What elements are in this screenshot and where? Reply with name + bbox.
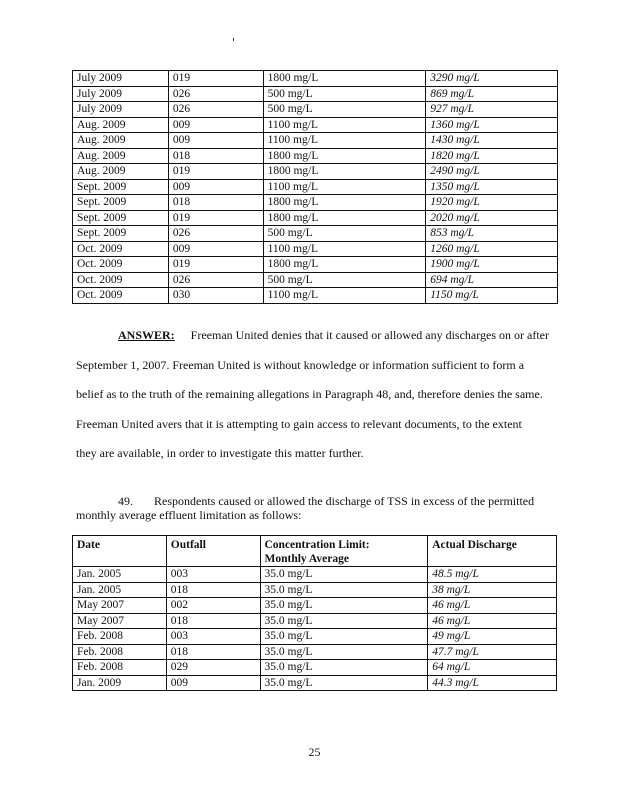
table-row <box>73 288 558 304</box>
cell-date: Jan. 2005 <box>73 582 167 598</box>
cell-date: July 2009 <box>73 71 169 87</box>
cell-date: Sept. 2009 <box>73 195 169 211</box>
header-concentration-limit <box>260 536 428 567</box>
cell-limit: 1800 mg/L <box>263 195 426 211</box>
cell-date: May 2007 <box>73 613 167 629</box>
answer-line-4: Freeman United avers that it is attempting to gain access to relevant documents, to the extent <box>76 416 522 431</box>
cell-date: Feb. 2008 <box>73 629 167 645</box>
cell-limit: 500 mg/L <box>263 102 426 118</box>
cell-limit: 35.0 mg/L <box>260 660 428 676</box>
answer-line-3: belief as to the truth of the remaining allegations in Paragraph 48, and, therefore denies the same. <box>76 387 543 401</box>
cell-outfall: 019 <box>168 257 263 273</box>
header-outfall: Outfall <box>166 536 260 567</box>
table-header <box>73 536 557 567</box>
answer-line-2: September 1, 2007. Freeman United is without knowledge or information sufficient to form a <box>76 357 525 372</box>
table-row <box>73 598 557 614</box>
cell-date: Sept. 2009 <box>73 210 169 226</box>
paragraph-text: Respondents caused or allowed the discharge of TSS in excess of the permitted <box>154 494 535 508</box>
cell-outfall: 009 <box>168 241 263 257</box>
discharge-table-paragraph-49 <box>72 535 557 691</box>
cell-outfall: 026 <box>168 226 263 242</box>
cell-outfall: 018 <box>168 195 263 211</box>
paragraph-49-line-2: monthly average effluent limitation as follows: <box>76 508 302 522</box>
answer-label: ANSWER: <box>118 328 175 342</box>
cell-actual: 46 mg/L <box>428 613 557 629</box>
cell-actual: 1900 mg/L <box>426 257 558 273</box>
cell-actual: 48.5 mg/L <box>428 567 557 583</box>
table-row <box>73 567 557 583</box>
table-row <box>73 644 557 660</box>
cell-date: Oct. 2009 <box>73 288 169 304</box>
cell-date: Aug. 2009 <box>73 117 169 133</box>
paragraph-number: 49. <box>118 494 133 508</box>
cell-actual: 1820 mg/L <box>426 148 558 164</box>
cell-outfall: 018 <box>166 613 260 629</box>
cell-actual: 853 mg/L <box>426 226 558 242</box>
cell-actual: 1260 mg/L <box>426 241 558 257</box>
cell-outfall: 018 <box>166 644 260 660</box>
table-row <box>73 226 558 242</box>
cell-limit: 35.0 mg/L <box>260 675 428 691</box>
cell-date: July 2009 <box>73 102 169 118</box>
discharge-table-paragraph-48 <box>72 70 558 304</box>
header-limit-line-2: Monthly Average <box>264 553 349 565</box>
cell-outfall: 009 <box>168 117 263 133</box>
cell-date: Sept. 2009 <box>73 179 169 195</box>
header-limit-line-1: Concentration Limit: <box>264 539 370 551</box>
table-body <box>73 567 557 691</box>
table-row <box>73 582 557 598</box>
cell-limit: 35.0 mg/L <box>260 598 428 614</box>
cell-outfall: 009 <box>168 179 263 195</box>
cell-outfall: 019 <box>168 164 263 180</box>
cell-actual: 49 mg/L <box>428 629 557 645</box>
cell-limit: 35.0 mg/L <box>260 567 428 583</box>
table-body <box>73 71 558 304</box>
table-row <box>73 164 558 180</box>
cell-actual: 1920 mg/L <box>426 195 558 211</box>
cell-actual: 869 mg/L <box>426 86 558 102</box>
header-row <box>73 536 557 567</box>
cell-outfall: 030 <box>168 288 263 304</box>
cell-date: Sept. 2009 <box>73 226 169 242</box>
cell-actual: 1350 mg/L <box>426 179 558 195</box>
cell-actual: 44.3 mg/L <box>428 675 557 691</box>
table-row <box>73 71 558 87</box>
header-date: Date <box>73 536 167 567</box>
table-row <box>73 660 557 676</box>
cell-actual: 1430 mg/L <box>426 133 558 149</box>
table-row <box>73 613 557 629</box>
cell-date: Aug. 2009 <box>73 164 169 180</box>
cell-limit: 35.0 mg/L <box>260 629 428 645</box>
cell-actual: 1360 mg/L <box>426 117 558 133</box>
cell-date: Feb. 2008 <box>73 644 167 660</box>
cell-date: May 2007 <box>73 598 167 614</box>
cell-date: Jan. 2009 <box>73 675 167 691</box>
cell-actual: 1150 mg/L <box>426 288 558 304</box>
cell-outfall: 002 <box>166 598 260 614</box>
table-row <box>73 272 558 288</box>
table-row <box>73 629 557 645</box>
cell-date: Oct. 2009 <box>73 257 169 273</box>
cell-actual: 64 mg/L <box>428 660 557 676</box>
cell-limit: 1100 mg/L <box>263 133 426 149</box>
table-row <box>73 179 558 195</box>
table-row <box>73 117 558 133</box>
table-row <box>73 133 558 149</box>
cell-limit: 500 mg/L <box>263 226 426 242</box>
cell-limit: 1800 mg/L <box>263 148 426 164</box>
table-row <box>73 241 558 257</box>
answer-text: Freeman United denies that it caused or allowed any discharges on or after <box>190 328 549 342</box>
cell-limit: 35.0 mg/L <box>260 582 428 598</box>
cell-limit: 1100 mg/L <box>263 179 426 195</box>
cell-date: Oct. 2009 <box>73 241 169 257</box>
table-row <box>73 675 557 691</box>
cell-date: Aug. 2009 <box>73 148 169 164</box>
table-row <box>73 102 558 118</box>
cell-date: Aug. 2009 <box>73 133 169 149</box>
cell-limit: 500 mg/L <box>263 86 426 102</box>
cell-limit: 1100 mg/L <box>263 117 426 133</box>
cell-limit: 1100 mg/L <box>263 288 426 304</box>
cell-outfall: 018 <box>166 582 260 598</box>
cell-limit: 1100 mg/L <box>263 241 426 257</box>
cell-outfall: 026 <box>168 102 263 118</box>
cell-limit: 35.0 mg/L <box>260 613 428 629</box>
table-row <box>73 195 558 211</box>
cell-actual: 3290 mg/L <box>426 71 558 87</box>
paragraph-49-line-1 <box>76 494 564 508</box>
cell-limit: 35.0 mg/L <box>260 644 428 660</box>
cell-actual: 694 mg/L <box>426 272 558 288</box>
cell-limit: 1800 mg/L <box>263 257 426 273</box>
cell-outfall: 029 <box>166 660 260 676</box>
cell-date: Oct. 2009 <box>73 272 169 288</box>
cell-date: July 2009 <box>73 86 169 102</box>
cell-limit: 1800 mg/L <box>263 164 426 180</box>
cell-actual: 47.7 mg/L <box>428 644 557 660</box>
cell-outfall: 009 <box>166 675 260 691</box>
table-row <box>73 148 558 164</box>
answer-line-5: they are available, in order to investigate this matter further. <box>76 446 364 460</box>
cell-actual: 927 mg/L <box>426 102 558 118</box>
scan-mark <box>233 38 234 41</box>
cell-limit: 1800 mg/L <box>263 210 426 226</box>
cell-outfall: 026 <box>168 272 263 288</box>
cell-actual: 46 mg/L <box>428 598 557 614</box>
cell-outfall: 026 <box>168 86 263 102</box>
answer-line-1 <box>76 321 564 351</box>
header-actual-discharge: Actual Discharge <box>428 536 557 567</box>
cell-actual: 2020 mg/L <box>426 210 558 226</box>
cell-outfall: 019 <box>168 71 263 87</box>
cell-limit: 500 mg/L <box>263 272 426 288</box>
paragraph-49 <box>76 494 564 522</box>
page-number: 25 <box>308 745 321 759</box>
cell-date: Jan. 2005 <box>73 567 167 583</box>
cell-outfall: 019 <box>168 210 263 226</box>
cell-outfall: 003 <box>166 629 260 645</box>
cell-actual: 2490 mg/L <box>426 164 558 180</box>
answer-block <box>76 321 564 469</box>
cell-date: Feb. 2008 <box>73 660 167 676</box>
cell-outfall: 009 <box>168 133 263 149</box>
table-row <box>73 86 558 102</box>
cell-limit: 1800 mg/L <box>263 71 426 87</box>
cell-outfall: 003 <box>166 567 260 583</box>
table-row <box>73 257 558 273</box>
table-row <box>73 210 558 226</box>
cell-actual: 38 mg/L <box>428 582 557 598</box>
cell-outfall: 018 <box>168 148 263 164</box>
